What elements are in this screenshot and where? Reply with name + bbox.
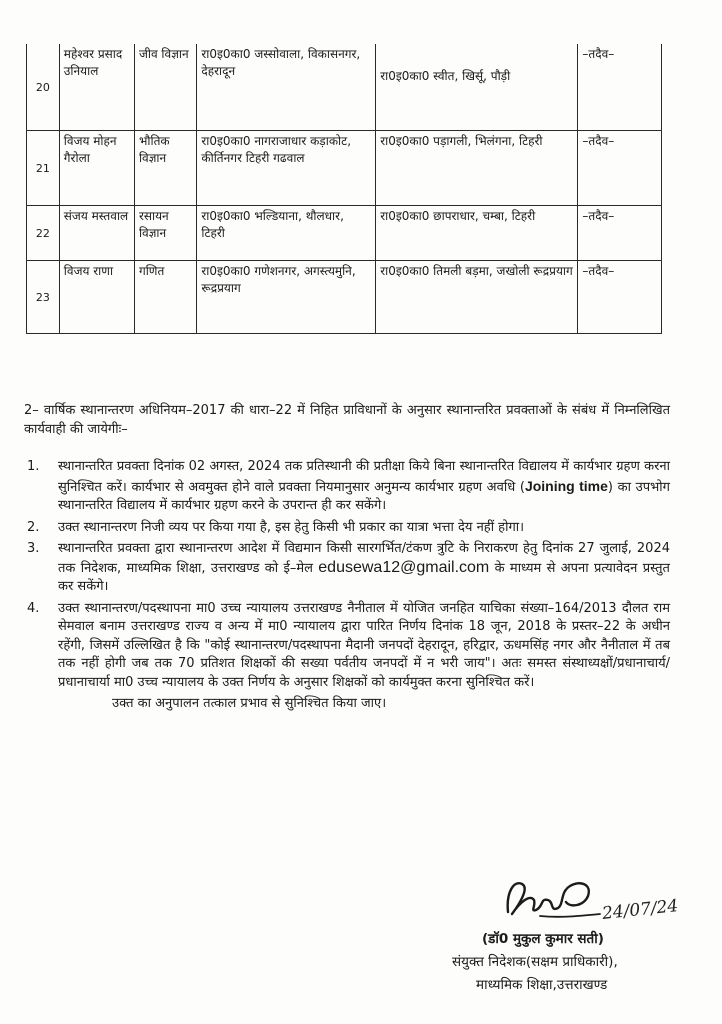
table-row: [27, 261, 662, 334]
table-row: [27, 206, 662, 261]
transfer-school-text: रा0इ0का0 पड़ागली, भिलंगना, टिहरी: [380, 134, 543, 148]
list-item: [24, 540, 670, 597]
joining-cell: –तदैव–: [578, 206, 662, 261]
officer-designation: संयुक्त निदेशक(सक्षम प्राधिकारी),: [452, 954, 618, 970]
subject-cell: गणित: [134, 261, 196, 334]
order-body: [24, 402, 670, 714]
list-item-number: 1.: [27, 459, 40, 474]
current-school-cell: रा0इ0का0 भल्डियाना, थौलधार, टिहरी: [197, 206, 376, 261]
serial-number-cell: 20: [27, 44, 60, 131]
list-item-text: स्थानान्तरित प्रवक्ता दिनांक 02 अगस्त, 2024 तक प्रतिस्थानी की प्रतीक्षा किये बिना स्थानान्तरित विद्यालय में कार्यभार ग्रहण करना सुनिश्चित करें। कार्यभार से अवमुक्त होने वाले प्रवक्ता नियमानुसार अनुमन्य कार्यभार ग्रहण अवधि (: [58, 459, 670, 495]
signature-block: [452, 872, 702, 1012]
transfer-school-cell: [376, 131, 578, 206]
transfer-school-text: रा0इ0का0 तिमली बड़मा, जखोली रूद्रप्रयाग: [380, 264, 573, 278]
teacher-name-cell: विजय राणा: [59, 261, 134, 334]
table-row: [27, 44, 662, 131]
directions-list: [24, 458, 670, 692]
serial-number-cell: 21: [27, 131, 60, 206]
list-item: [24, 600, 670, 693]
transfer-school-cell: [376, 206, 578, 261]
serial-number-cell: 22: [27, 206, 60, 261]
transfer-table: [26, 44, 662, 334]
list-item-text: उक्त स्थानान्तरण/पदस्थापना मा0 उच्च न्यायालय उत्तराखण्ड नैनीताल में योजित जनहित याचिका संख्या–164/2013 दौलत राम सेमवाल बनाम उत्तराखण्ड राज्य व अन्य में मा0 न्यायालय द्वारा पारित निर्णय दिनांक 18 जून, 2018 के प्रस्तर–22 के अधीन रहेंगी, जिसमें उल्लिखित है कि "कोई स्थानान्तरण/पदस्थापना मैदानी जनपदों देहरादून, हरिद्वार, ऊधमसिंह नगर और नैनीताल में तब तक नहीं होगी जब तक 70 प्रतिशत शिक्षकों की सख्या पर्वतीय जनपदों में न भरी जाय"। अतः समस्त संस्थाध्यक्षों/प्रधानाचार्य/प्रधानाचार्या मा0 उच्च न्यायालय के उक्त निर्णय के अनुसार शिक्षकों को कार्यमुक्त करना सुनिश्चित करें।: [58, 600, 670, 690]
serial-number-cell: 23: [27, 261, 60, 334]
joining-cell: –तदैव–: [578, 131, 662, 206]
current-school-cell: रा0इ0का0 जस्सोवाला, विकासनगर, देहरादून: [197, 44, 376, 131]
joining-cell: –तदैव–: [578, 261, 662, 334]
list-item-text: स्थानान्तरित प्रवक्ता द्वारा स्थानान्तरण आदेश में विद्यमान किसी सारगर्भित/टंकण त्रुटि के निराकरण हेतु दिनांक 27 जुलाई, 2024 तक निदेशक, माध्यमिक शिक्षा, उत्तराखण्ड को ई–मेल: [58, 541, 670, 576]
subject-cell: जीव विज्ञान: [134, 44, 196, 131]
list-item-number: 2.: [27, 519, 40, 535]
email-link[interactable]: edusewa12@gmail.com: [318, 558, 490, 576]
subject-cell: भौतिक विज्ञान: [134, 131, 196, 206]
transfer-school-text: रा0इ0का0 छापराधार, चम्बा, टिहरी: [380, 209, 536, 223]
joining-cell: –तदैव–: [578, 44, 662, 131]
table-row: [27, 131, 662, 206]
teacher-name-cell: संजय मस्तवाल: [59, 206, 134, 261]
list-item-number: 3.: [27, 541, 40, 556]
officer-department: माध्यमिक शिक्षा,उत्तराखण्ड: [476, 977, 608, 993]
transfer-school-cell: [376, 44, 578, 131]
intro-paragraph: 2– वार्षिक स्थानान्तरण अधिनियम–2017 की धारा–22 में निहित प्राविधानों के अनुसार स्थानान्तरित प्रवक्ताओं के संबंध में निम्नलिखित कार्यवाही की जायेगीः–: [24, 403, 670, 437]
list-item-text: ) का उपभोग स्थानान्तरित विद्यालय में कार्यभार ग्रहण करने के उपरान्त ही कर सकेंगे।: [58, 479, 670, 513]
current-school-cell: रा0इ0का0 नागराजाधार कड़ाकोट, कीर्तिनगर टिहरी गढवाल: [197, 131, 376, 206]
teacher-name-cell: महेश्वर प्रसाद उनियाल: [59, 44, 134, 131]
list-item-text: उक्त स्थानान्तरण निजी व्यय पर किया गया है, इस हेतु किसी भी प्रकार का यात्रा भत्ता देय नहीं होगा।: [58, 519, 525, 535]
list-item-text: के माध्यम से अपना प्रत्यावेदन प्रस्तुत कर सकेंगे।: [58, 560, 670, 594]
officer-name: (डॉ0 मुकुल कुमार सती): [482, 931, 604, 947]
teacher-name-cell: विजय मोहन गैरोला: [59, 131, 134, 206]
closing-line: उक्त का अनुपालन तत्काल प्रभाव से सुनिश्चित किया जाए।: [112, 696, 387, 711]
transfer-school-text: रा0इ0का0 स्वीत, खिर्सू, पौड़ी: [380, 69, 511, 83]
subject-cell: रसायन विज्ञान: [134, 206, 196, 261]
list-item-number: 4.: [27, 600, 40, 616]
list-item: [24, 519, 670, 538]
transfer-table-container: [26, 44, 662, 334]
signature-date: 24/07/24: [601, 896, 680, 924]
transfer-school-cell: [376, 261, 578, 334]
joining-time-term: Joining time: [524, 477, 608, 494]
current-school-cell: रा0इ0का0 गणेशनगर, अगस्त्यमुनि, रूद्रप्रयाग: [197, 261, 376, 334]
list-item: [24, 458, 670, 516]
